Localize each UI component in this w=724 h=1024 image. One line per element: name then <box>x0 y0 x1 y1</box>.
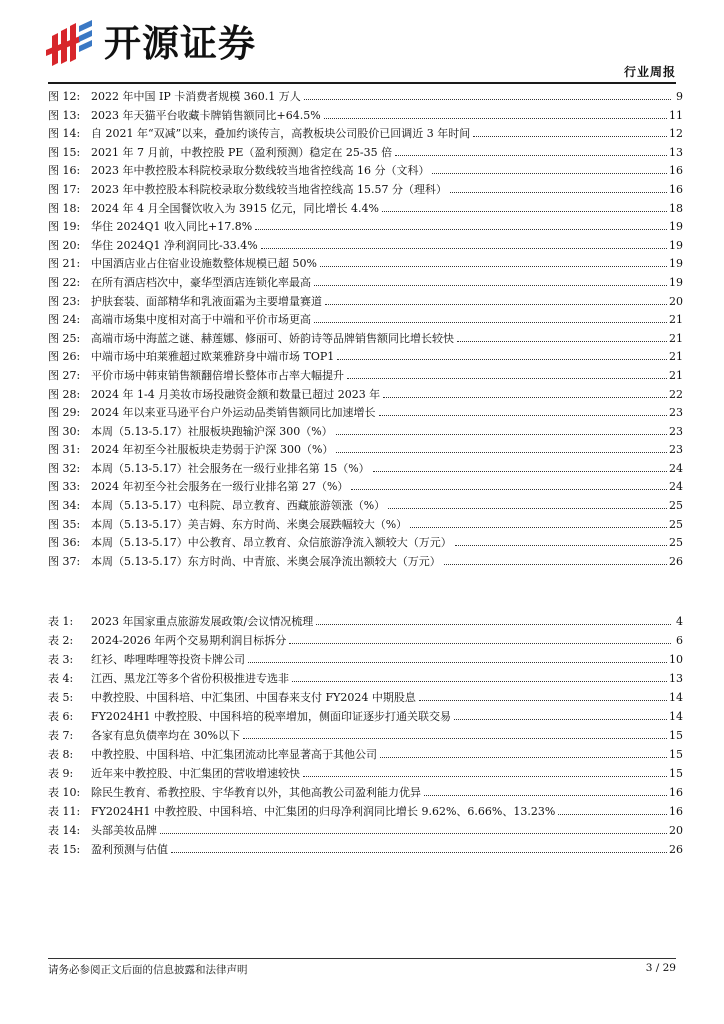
leader-dots <box>473 136 667 137</box>
leader-dots <box>255 229 667 230</box>
figure-label: 图 31: <box>48 443 81 457</box>
leader-dots <box>160 833 667 834</box>
toc-entry[interactable] <box>48 162 683 181</box>
leader-dots <box>337 359 667 360</box>
figure-label: 图 16: <box>48 164 81 178</box>
table-title: 盈利预测与估值 <box>91 843 168 856</box>
table-title: 除民生教育、希教控股、宇华教育以外，其他高教公司盈利能力优异 <box>91 786 421 799</box>
leader-dots <box>248 662 667 663</box>
table-label: 表 7: <box>48 729 74 742</box>
leader-dots <box>171 852 667 853</box>
toc-entry[interactable] <box>48 107 683 126</box>
page-number: 24 <box>669 480 683 494</box>
figure-title: 2024 年初至今社服板块走势弱于沪深 300（%） <box>91 443 334 457</box>
page-number: 23 <box>669 443 683 457</box>
leader-dots <box>320 266 667 267</box>
table-label: 表 9: <box>48 767 74 780</box>
table-title: 中教控股、中国科培、中汇集团流动比率显著高于其他公司 <box>91 748 377 761</box>
table-label: 表 1: <box>48 615 74 628</box>
toc-entry[interactable] <box>48 255 683 274</box>
leader-dots <box>457 341 667 342</box>
toc-entry[interactable] <box>48 367 683 386</box>
page-number: 24 <box>669 461 683 475</box>
figure-title: 本周（5.13-5.17）中公教育、昂立教育、众信旅游净流入额较大（万元） <box>91 536 452 550</box>
figure-label: 图 12: <box>48 90 81 103</box>
leader-dots <box>325 304 667 305</box>
page-number: 13 <box>669 145 683 159</box>
figure-title: 高端市场中海蓝之谜、赫莲娜、修丽可、娇韵诗等品牌销售额同比增长较快 <box>91 331 454 345</box>
figure-title: 华住 2024Q1 收入同比+17.8% <box>91 220 253 234</box>
table-label: 表 2: <box>48 634 74 647</box>
page-number: 25 <box>669 499 683 513</box>
leader-dots <box>424 795 667 796</box>
leader-dots <box>388 508 667 509</box>
toc-entry[interactable] <box>48 632 683 651</box>
toc-entry[interactable] <box>48 708 683 727</box>
figure-label: 图 18: <box>48 201 81 215</box>
toc-entry[interactable] <box>48 404 683 423</box>
leader-dots <box>292 681 667 682</box>
header-divider <box>48 82 676 84</box>
table-title: FY2024H1 中教控股、中国科培、中汇集团的归母净利润同比增长 9.62%、6.66%、13.23% <box>91 805 556 818</box>
leader-dots <box>419 700 667 701</box>
figure-title: 本周（5.13-5.17）社服板块跑输沪深 300（%） <box>91 424 333 438</box>
toc-entry[interactable] <box>48 651 683 670</box>
table-label: 表 8: <box>48 748 74 761</box>
toc-entry[interactable] <box>48 497 683 516</box>
figure-list <box>48 88 683 571</box>
page-number: 6 <box>676 634 683 647</box>
page-number: 26 <box>669 843 683 856</box>
page-number: 25 <box>669 517 683 531</box>
toc-entry[interactable] <box>48 311 683 330</box>
toc-entry[interactable] <box>48 218 683 237</box>
leader-dots <box>304 99 671 100</box>
toc-entry[interactable] <box>48 803 683 822</box>
page-number: 23 <box>669 406 683 420</box>
figure-title: 2023 年天猫平台收藏卡牌销售额同比+64.5% <box>91 108 321 122</box>
figure-title: 护肤套装、面部精华和乳液面霜为主要增量赛道 <box>91 294 322 308</box>
leader-dots <box>336 434 667 435</box>
toc-entry[interactable] <box>48 613 683 632</box>
toc-entry[interactable] <box>48 534 683 553</box>
figure-title: 本周（5.13-5.17）屯科院、昂立教育、西藏旅游领涨（%） <box>91 499 386 513</box>
table-label: 表 11: <box>48 805 81 818</box>
page-number: 21 <box>669 368 683 382</box>
leader-dots <box>395 155 667 156</box>
footer-divider <box>48 958 676 959</box>
toc-entry[interactable] <box>48 670 683 689</box>
figure-title: 本周（5.13-5.17）东方时尚、中青旅、米奥会展净流出额较大（万元） <box>91 554 441 568</box>
figure-title: 2024 年初至今社会服务在一级行业排名第 27（%） <box>91 480 349 494</box>
figure-label: 图 19: <box>48 220 81 234</box>
figure-label: 图 13: <box>48 108 81 122</box>
page-number: 16 <box>669 164 683 178</box>
leader-dots <box>454 719 667 720</box>
leader-dots <box>324 118 667 119</box>
page-number: 15 <box>669 729 683 742</box>
page-number: 19 <box>669 220 683 234</box>
leader-dots <box>289 643 671 644</box>
page-number: 21 <box>669 313 683 327</box>
figure-title: 自 2021 年“双减”以来，叠加约谈传言，高教板块公司股价已回调近 3 年时间 <box>91 127 471 141</box>
toc-entry[interactable] <box>48 125 683 144</box>
toc-entry[interactable] <box>48 237 683 256</box>
report-type: 行业周报 <box>623 65 676 79</box>
leader-dots <box>432 173 667 174</box>
table-label: 表 10: <box>48 786 81 799</box>
figure-label: 图 28: <box>48 387 81 401</box>
figure-label: 图 25: <box>48 331 81 345</box>
leader-dots <box>558 814 667 815</box>
table-label: 表 5: <box>48 691 74 704</box>
figure-title: 中国酒店业占住宿业设施数整体规模已超 50% <box>91 257 317 271</box>
toc-entry[interactable] <box>48 330 683 349</box>
page-indicator: 3 / 29 <box>645 962 676 974</box>
page-number: 16 <box>669 182 683 196</box>
leader-dots <box>303 776 667 777</box>
table-title: 2024-2026 年两个交易期利润目标拆分 <box>91 634 287 647</box>
leader-dots <box>410 527 667 528</box>
figure-title: 本周（5.13-5.17）美吉姆、东方时尚、米奥会展跌幅较大（%） <box>91 517 408 531</box>
leader-dots <box>243 738 667 739</box>
leader-dots <box>316 624 671 625</box>
page-number: 19 <box>669 238 683 252</box>
page-number: 12 <box>669 127 683 141</box>
figure-title: 2024 年 1-4 月美妆市场投融资金额和数量已超过 2023 年 <box>91 387 381 401</box>
figure-title: 高端市场集中度相对高于中端和平价市场更高 <box>91 313 311 327</box>
leader-dots <box>314 322 667 323</box>
table-title: 头部美妆品牌 <box>91 824 157 837</box>
table-label: 表 14: <box>48 824 81 837</box>
page-number: 18 <box>669 201 683 215</box>
leader-dots <box>379 415 668 416</box>
toc-entry[interactable] <box>48 553 683 572</box>
figure-title: 2021 年 7 月前，中教控股 PE（盈利预测）稳定在 25-35 倍 <box>91 145 393 159</box>
toc-entry[interactable] <box>48 478 683 497</box>
figure-title: 2024 年以来亚马逊平台户外运动品类销售额同比加速增长 <box>91 406 376 420</box>
page-number: 23 <box>669 424 683 438</box>
page-number: 11 <box>669 108 683 122</box>
leader-dots <box>383 397 667 398</box>
leader-dots <box>444 564 667 565</box>
leader-dots <box>261 248 667 249</box>
table-label: 表 15: <box>48 843 81 856</box>
page-number: 13 <box>669 672 683 685</box>
figure-title: 平价市场中韩束销售额翻倍增长整体市占率大幅提升 <box>91 368 344 382</box>
page-number: 15 <box>669 748 683 761</box>
figure-label: 图 14: <box>48 127 81 141</box>
page-number: 20 <box>669 824 683 837</box>
disclaimer-note: 请务必参阅正文后面的信息披露和法律声明 <box>48 964 248 976</box>
figure-label: 图 35: <box>48 517 81 531</box>
toc-entry[interactable] <box>48 689 683 708</box>
toc-entry[interactable] <box>48 181 683 200</box>
toc-entry[interactable] <box>48 293 683 312</box>
figure-label: 图 32: <box>48 461 81 475</box>
page-number: 15 <box>669 767 683 780</box>
leader-dots <box>455 545 667 546</box>
company-logo <box>42 16 256 72</box>
figure-label: 图 24: <box>48 313 81 327</box>
page-number: 4 <box>676 615 683 628</box>
figure-title: 在所有酒店档次中，豪华型酒店连锁化率最高 <box>91 275 311 289</box>
figure-label: 图 26: <box>48 350 81 364</box>
page-number: 14 <box>669 710 683 723</box>
leader-dots <box>380 757 667 758</box>
table-label: 表 6: <box>48 710 74 723</box>
toc-entry[interactable] <box>48 274 683 293</box>
table-title: 江西、黑龙江等多个省份积极推进专选非 <box>91 672 289 685</box>
figure-title: 中端市场中珀莱雅超过欧莱雅跻身中端市场 TOP1 <box>91 350 335 364</box>
toc-entry[interactable] <box>48 516 683 535</box>
logo-mark-icon <box>42 16 100 72</box>
figure-label: 图 17: <box>48 182 81 196</box>
toc-entry[interactable] <box>48 841 683 860</box>
page-number: 14 <box>669 691 683 704</box>
toc-entry[interactable] <box>48 765 683 784</box>
figure-title: 2024 年 4 月全国餐饮收入为 3915 亿元，同比增长 4.4% <box>91 201 379 215</box>
page-number: 22 <box>669 387 683 401</box>
toc-entry[interactable] <box>48 441 683 460</box>
figure-title: 2023 年中教控股本科院校录取分数线较当地省控线高 15.57 分（理科） <box>91 182 447 196</box>
toc-entry[interactable] <box>48 423 683 442</box>
figure-label: 图 33: <box>48 480 81 494</box>
toc-entry[interactable] <box>48 746 683 765</box>
toc-entry[interactable] <box>48 348 683 367</box>
figure-label: 图 20: <box>48 238 81 252</box>
toc-entry[interactable] <box>48 386 683 405</box>
table-label: 表 3: <box>48 653 74 666</box>
leader-dots <box>336 452 667 453</box>
toc-entry[interactable] <box>48 822 683 841</box>
page-number: 16 <box>669 786 683 799</box>
table-title: 红衫、哔哩哔哩等投资卡牌公司 <box>91 653 245 666</box>
page-number: 9 <box>676 90 683 103</box>
figure-label: 图 29: <box>48 406 81 420</box>
figure-label: 图 37: <box>48 554 81 568</box>
figure-label: 图 30: <box>48 424 81 438</box>
table-title: FY2024H1 中教控股、中国科培的税率增加，侧面印证逐步打通关联交易 <box>91 710 451 723</box>
figure-title: 本周（5.13-5.17）社会服务在一级行业排名第 15（%） <box>91 461 370 475</box>
figure-label: 图 34: <box>48 499 81 513</box>
figure-label: 图 22: <box>48 275 81 289</box>
page-number: 25 <box>669 536 683 550</box>
toc-entry[interactable] <box>48 144 683 163</box>
table-title: 近年来中教控股、中汇集团的营收增速较快 <box>91 767 300 780</box>
page-number: 26 <box>669 554 683 568</box>
leader-dots <box>373 471 667 472</box>
table-list <box>48 613 683 860</box>
toc-entry[interactable] <box>48 460 683 479</box>
leader-dots <box>351 489 667 490</box>
figure-label: 图 21: <box>48 257 81 271</box>
toc-entry[interactable] <box>48 200 683 219</box>
toc-entry[interactable] <box>48 727 683 746</box>
figure-title: 2023 年中教控股本科院校录取分数线较当地省控线高 16 分（文科） <box>91 164 430 178</box>
leader-dots <box>382 211 667 212</box>
page-number: 19 <box>669 257 683 271</box>
leader-dots <box>347 378 667 379</box>
page-number: 16 <box>669 805 683 818</box>
toc-entry[interactable] <box>48 88 683 107</box>
table-title: 各家有息负债率均在 30%以下 <box>91 729 240 742</box>
figure-title: 华住 2024Q1 净利润同比-33.4% <box>91 238 258 252</box>
table-title: 2023 年国家重点旅游发展政策/会议情况梳理 <box>91 615 314 628</box>
leader-dots <box>450 192 667 193</box>
page-number: 19 <box>669 275 683 289</box>
figure-title: 2022 年中国 IP 卡消费者规模 360.1 万人 <box>91 90 301 103</box>
toc-entry[interactable] <box>48 784 683 803</box>
figure-label: 图 36: <box>48 536 81 550</box>
page-number: 21 <box>669 331 683 345</box>
table-label: 表 4: <box>48 672 74 685</box>
figure-label: 图 27: <box>48 368 81 382</box>
figure-label: 图 23: <box>48 294 81 308</box>
figure-label: 图 15: <box>48 145 81 159</box>
logo-text: 开源证券 <box>104 22 256 65</box>
leader-dots <box>314 285 667 286</box>
page-number: 10 <box>669 653 683 666</box>
table-title: 中教控股、中国科培、中汇集团、中国春来支付 FY2024 中期股息 <box>91 691 416 704</box>
page-number: 21 <box>669 350 683 364</box>
page-number: 20 <box>669 294 683 308</box>
